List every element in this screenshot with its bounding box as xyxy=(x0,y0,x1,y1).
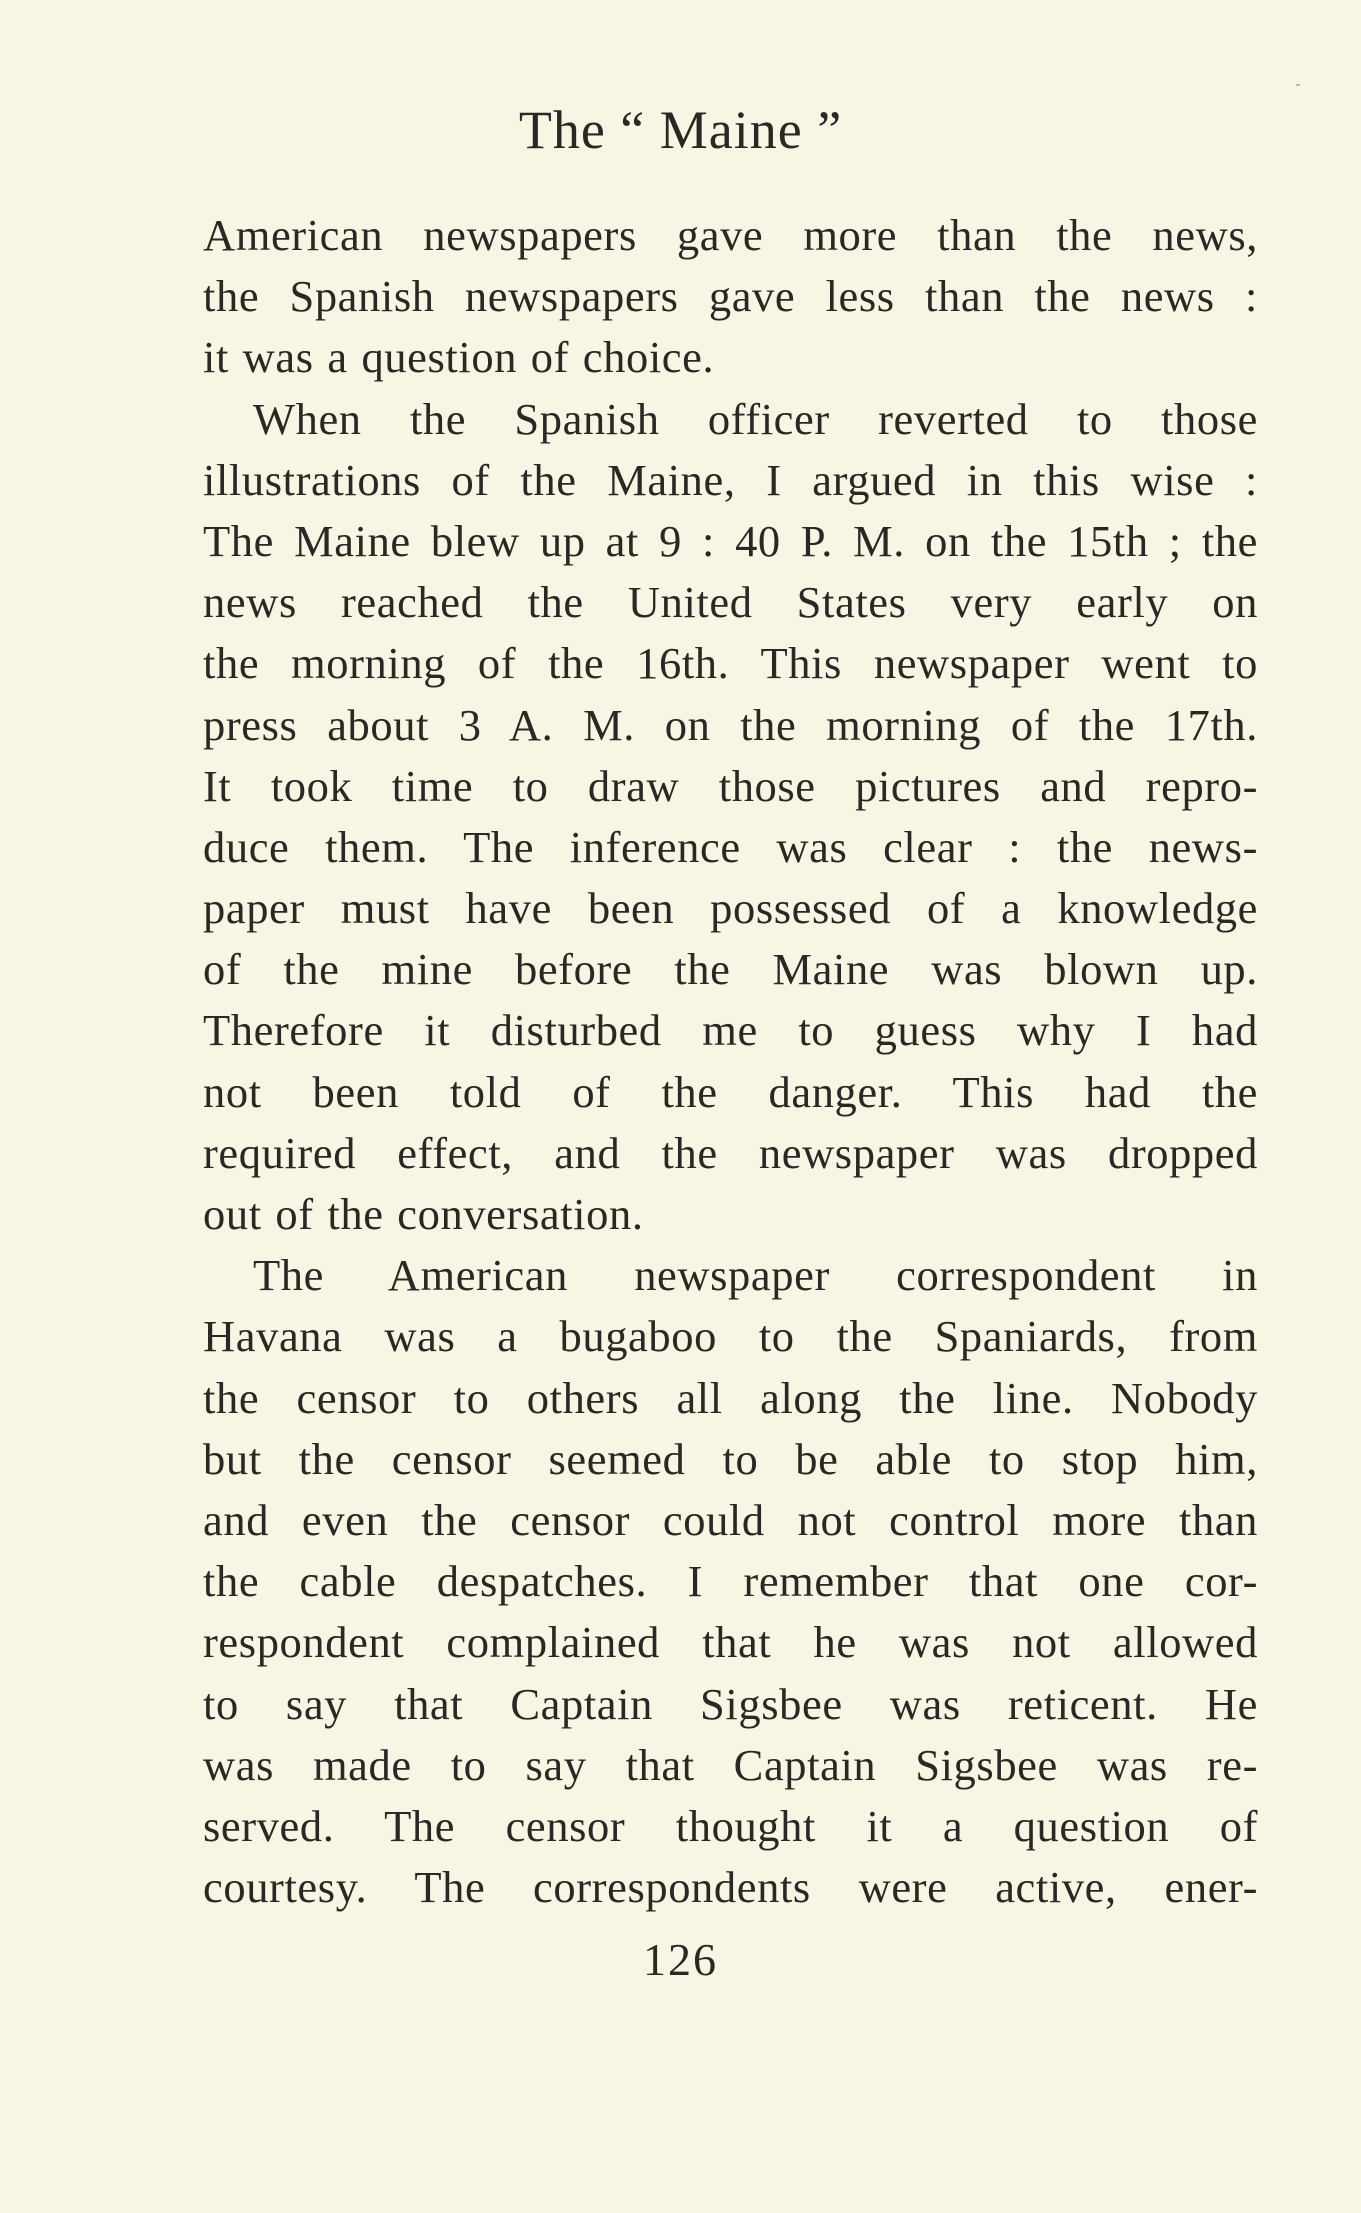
text-line: not been told of the danger. This had the xyxy=(203,1066,1258,1117)
text-line: The Maine blew up at 9 : 40 P. M. on the 15th ; the xyxy=(203,515,1258,566)
page-number: 126 xyxy=(643,1934,718,1985)
text-line: news reached the United States very early on xyxy=(203,577,1258,628)
text-line: It took time to draw those pictures and repro- xyxy=(203,760,1258,811)
text-line: was made to say that Captain Sigsbee was re- xyxy=(203,1739,1258,1790)
body-text xyxy=(203,205,1258,1918)
text-line: courtesy. The correspondents were active, ener- xyxy=(203,1862,1258,1913)
text-line: but the censor seemed to be able to stop him, xyxy=(203,1433,1258,1484)
text-line: the cable despatches. I remember that one cor- xyxy=(203,1556,1258,1607)
text-line: required effect, and the newspaper was dropped xyxy=(203,1127,1258,1178)
text-line: Therefore it disturbed me to guess why I had xyxy=(203,1005,1258,1056)
text-line: the censor to others all along the line. Nobody xyxy=(203,1372,1258,1423)
text-line: out of the conversation. xyxy=(203,1189,644,1239)
text-line: of the mine before the Maine was blown up. xyxy=(203,944,1258,995)
text-line: respondent complained that he was not allowed xyxy=(203,1617,1258,1668)
text-line: press about 3 A. M. on the morning of the 17th. xyxy=(203,699,1258,750)
running-head: The “ Maine ” xyxy=(518,100,843,160)
text-line: When the Spanish officer reverted to those xyxy=(253,393,1258,444)
text-line: to say that Captain Sigsbee was reticent. He xyxy=(203,1678,1258,1729)
text-line: paper must have been possessed of a knowledge xyxy=(203,883,1258,934)
paper-speck xyxy=(1296,84,1300,86)
text-line: illustrations of the Maine, I argued in this wise : xyxy=(203,454,1258,505)
text-line: and even the censor could not control more than xyxy=(203,1494,1258,1545)
text-line: Havana was a bugaboo to the Spaniards, from xyxy=(203,1311,1258,1362)
text-line: American newspapers gave more than the news, xyxy=(203,210,1258,260)
text-line: served. The censor thought it a question of xyxy=(203,1800,1258,1851)
text-line: the Spanish newspapers gave less than the news : xyxy=(203,271,1258,322)
text-line: duce them. The inference was clear : the news- xyxy=(203,821,1258,872)
text-line: it was a question of choice. xyxy=(203,332,715,383)
text-line: the morning of the 16th. This newspaper went to xyxy=(203,638,1258,689)
text-line: The American newspaper correspondent in xyxy=(253,1250,1258,1301)
